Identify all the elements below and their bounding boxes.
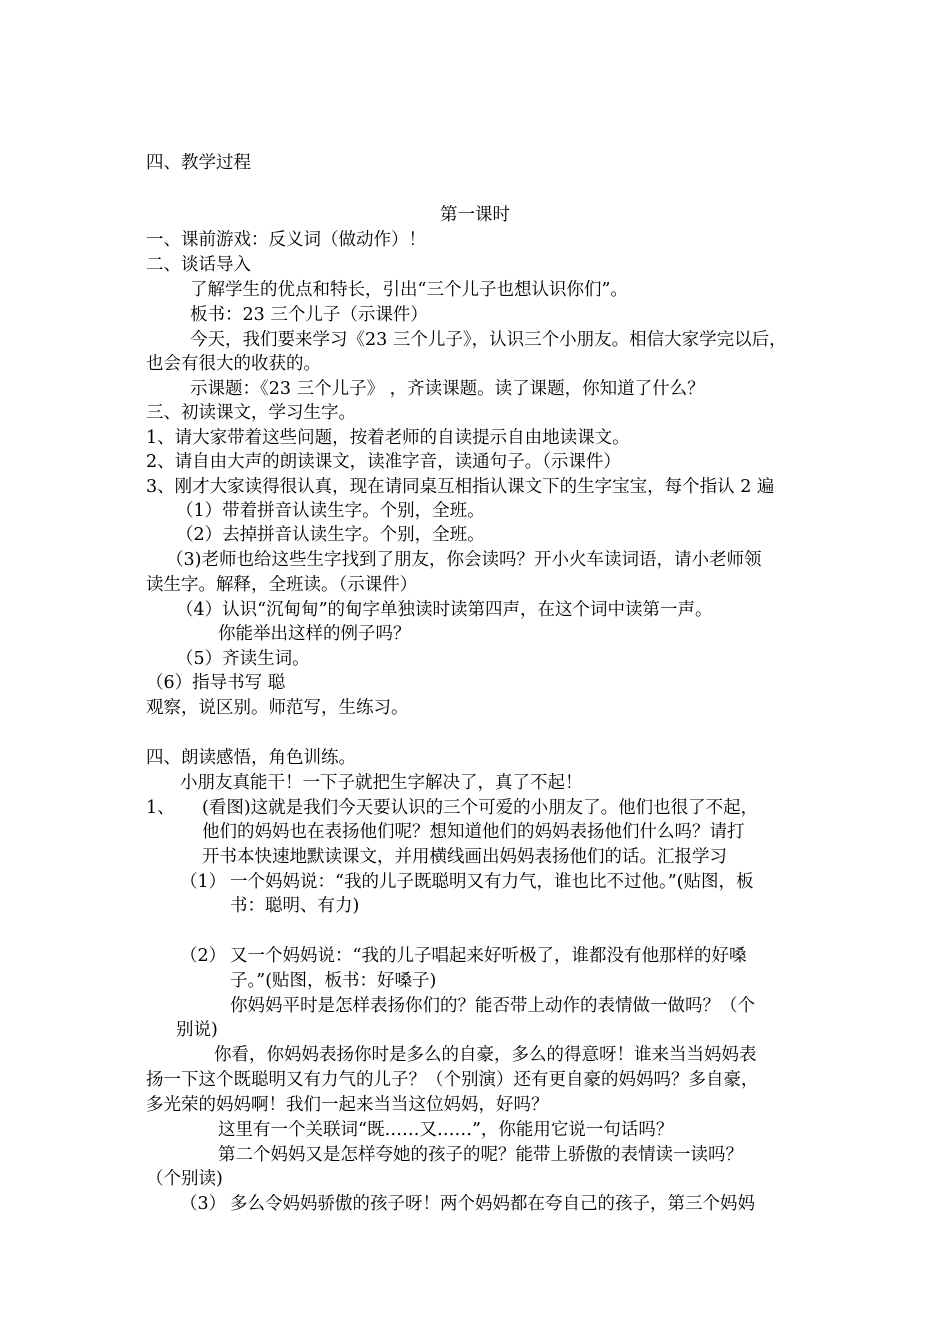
paragraph-line: 三、初读课文，学习生字。 (146, 403, 356, 423)
paragraph-line: 3、刚才大家读得很认真，现在请同桌互相指认课文下的生字宝宝，每个指认 2 遍 (146, 477, 775, 497)
lesson-title: 第一课时 (440, 205, 510, 225)
paragraph-line: （5）齐读生词。 (176, 649, 310, 669)
paragraph-line: 多光荣的妈妈啊！我们一起来当当这位妈妈，好吗？ (146, 1095, 549, 1115)
paragraph-line: 子。”(贴图，板书：好嗓子) (230, 971, 437, 991)
paragraph-line: 观察，说区别。师范写，生练习。 (146, 698, 409, 718)
paragraph-line: 读生字。解释，全班读。（示课件） (146, 575, 418, 595)
paragraph-line: 别说) (176, 1020, 218, 1040)
paragraph-line: （2）去掉拼音认读生字。个别，全班。 (176, 525, 485, 545)
paragraph-line: 书：聪明、有力) (230, 896, 360, 916)
paragraph-line: 一、课前游戏：反义词（做动作）！ (146, 230, 426, 250)
paragraph-line: 1、请大家带着这些问题，按着老师的自读提示自由地读课文。 (146, 428, 630, 448)
paragraph-line: 板书：23 三个儿子（示课件） (190, 305, 428, 325)
paragraph-line: 你能举出这样的例子吗？ (218, 624, 411, 644)
paragraph-line: 第二个妈妈又是怎样夸她的孩子的呢？能带上骄傲的表情读一读吗？ (218, 1145, 743, 1165)
paragraph-line: （1）带着拼音认读生字。个别，全班。 (176, 501, 485, 521)
paragraph-line: 今天，我们要来学习《23 三个儿子》，认识三个小朋友。相信大家学完以后， (190, 330, 787, 350)
paragraph-line: 开书本快速地默读课文，并用横线画出妈妈表扬他们的话。汇报学习 (202, 847, 727, 867)
paragraph-line: 小朋友真能干！一下子就把生字解决了，真了不起！ (180, 773, 583, 793)
paragraph-line: 也会有很大的收获的。 (146, 354, 321, 374)
section-heading: 四、教学过程 (146, 153, 251, 173)
paragraph-line: 四、朗读感悟，角色训练。 (146, 748, 356, 768)
paragraph-line: （4）认识“沉甸甸”的甸字单独读时读第四声，在这个词中读第一声。 (176, 600, 713, 620)
paragraph-line: 二、谈话导入 (146, 255, 251, 275)
paragraph-line: （3)老师也给这些生字找到了朋友，你会读吗？开小火车读词语，请小老师领 (166, 550, 762, 570)
paragraph-line: 多么令妈妈骄傲的孩子呀！两个妈妈都在夸自己的孩子，第三个妈妈 (230, 1194, 755, 1214)
paragraph-line: (看图)这就是我们今天要认识的三个可爱的小朋友了。他们也很了不起， (202, 798, 759, 818)
paragraph-line: 一个妈妈说：“我的儿子既聪明又有力气，谁也比不过他。”(贴图，板 (230, 872, 754, 892)
paragraph-line: 这里有一个关联词“既……又……”，你能用它说一句话吗？ (218, 1120, 674, 1140)
paragraph-line: 你妈妈平时是怎样表扬你们的？能否带上动作的表情做一做吗？（个 (230, 996, 755, 1016)
list-number: （3） (180, 1194, 227, 1214)
paragraph-line: 了解学生的优点和特长，引出“三个儿子也想认识你们”。 (190, 280, 628, 300)
list-number: （1） (180, 872, 227, 892)
paragraph-line: （6）指导书写 聪 (146, 673, 286, 693)
paragraph-line: （个别读) (146, 1169, 223, 1189)
list-number: 1、 (146, 798, 175, 818)
paragraph-line: 示课题：《23 三个儿子》 ，齐读课题。读了课题，你知道了什么？ (190, 379, 705, 399)
paragraph-line: 扬一下这个既聪明又有力气的儿子？（个别演）还有更自豪的妈妈吗？多自豪， (146, 1070, 759, 1090)
list-number: （2） (180, 946, 227, 966)
paragraph-line: 又一个妈妈说：“我的儿子唱起来好听极了，谁都没有他那样的好嗓 (230, 946, 747, 966)
paragraph-line: 2、请自由大声的朗读课文，读准字音，读通句子。（示课件） (146, 452, 621, 472)
paragraph-line: 你看，你妈妈表扬你时是多么的自豪，多么的得意呀！谁来当当妈妈表 (214, 1045, 757, 1065)
paragraph-line: 他们的妈妈也在表扬他们呢？想知道他们的妈妈表扬他们什么吗？请打 (202, 822, 745, 842)
